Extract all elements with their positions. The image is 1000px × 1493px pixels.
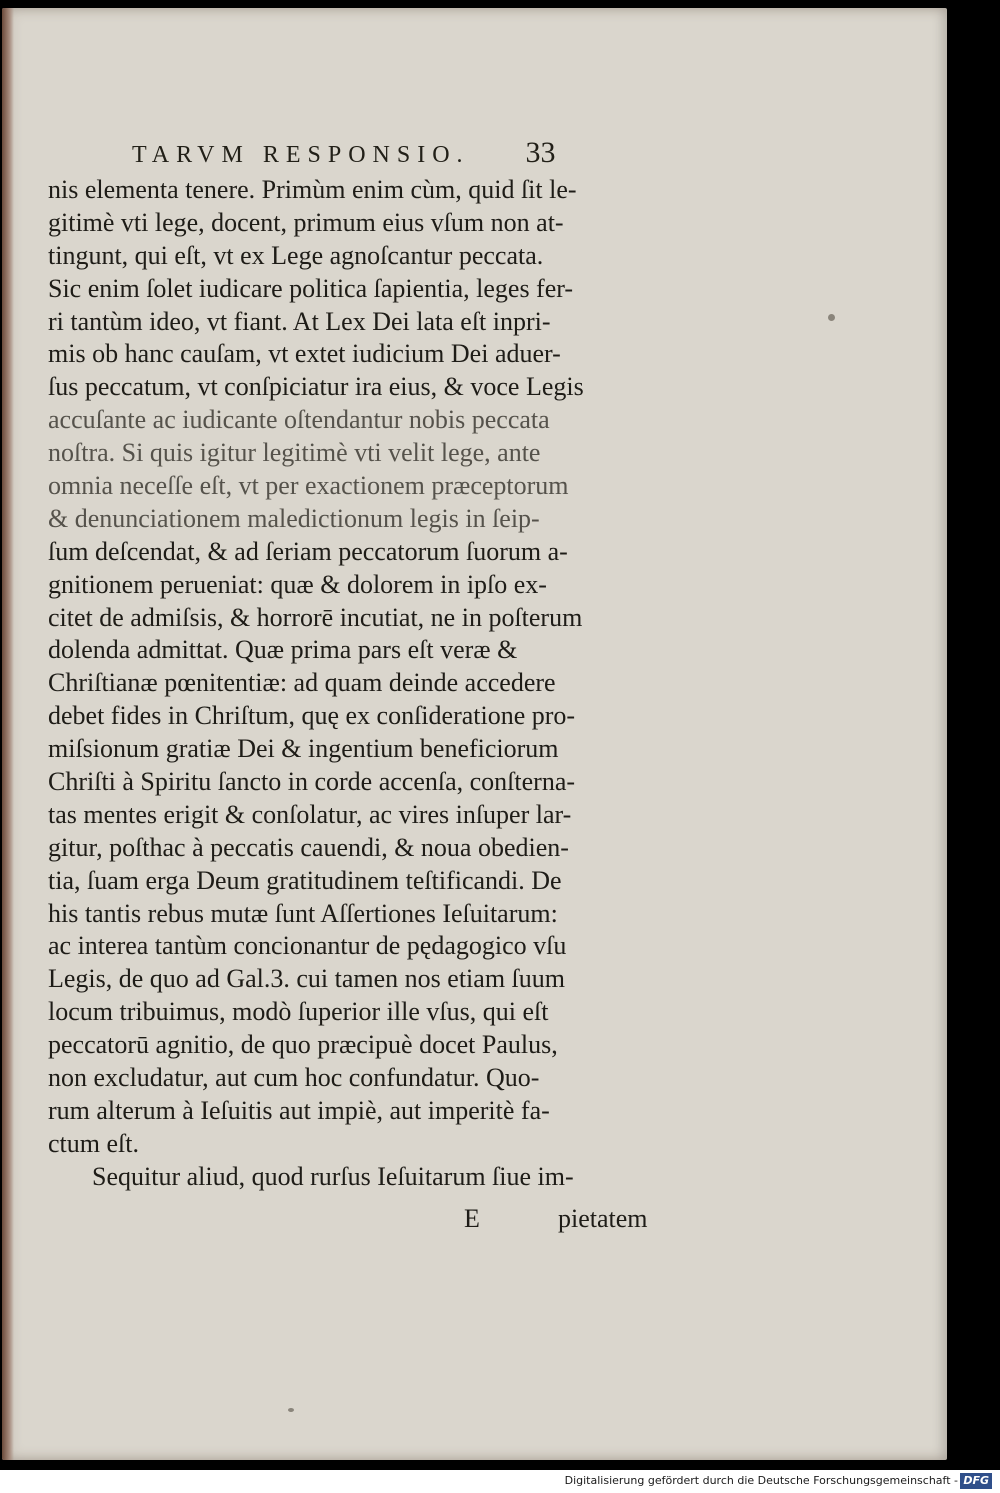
text-line: mis ob hanc cauſam, vt extet iudicium Dei aduer- [48,339,561,369]
text-line: ſus peccatum, vt conſpiciatur ira eius, & voce Legis [48,372,584,402]
dfg-logo: DFG [960,1473,992,1489]
text-line: accuſante ac iudicante oſtendantur nobis peccata [48,405,550,435]
text-line: ctum eſt. [48,1128,139,1158]
text-line: citet de admiſsis, & horrorē incutiat, ne in poſterum [48,602,583,632]
text-line: debet fides in Chriſtum, quę ex conſideratione pro- [48,701,576,731]
text-line: ri tantùm ideo, vt fiant. At Lex Dei lata eſt inpri- [48,306,551,336]
paper-speck [828,314,835,321]
text-line: tas mentes erigit & conſolatur, ac vires inſuper lar- [48,799,572,829]
text-line: Sic enim ſolet iudicare politica ſapientia, leges fer- [48,273,574,303]
text-line: miſsionum gratiæ Dei & ingentium beneficiorum [48,734,559,764]
binding-edge [2,8,14,1460]
book-page [2,8,947,1460]
text-line: peccatorū agnitio, de quo præcipuè docet Paulus, [48,1030,558,1060]
text-line: gitur, poſthac à peccatis cauendi, & noua obedien- [48,832,569,862]
text-line: dolenda admittat. Quæ prima pars eſt veræ & [48,635,518,665]
text-line: Chriſti à Spiritu ſancto in corde accenſa, conſterna- [48,767,576,797]
signature-mark: E [464,1204,480,1233]
text-line: gnitionem perueniat: quæ & dolorem in ipſo ex- [48,569,547,599]
paper-speck [288,1408,294,1412]
text-line: Legis, de quo ad Gal.3. cui tamen nos etiam ſuum [48,964,565,994]
text-line: noſtra. Si quis igitur legitimè vti velit lege, ante [48,438,541,468]
text-line: omnia neceſſe eſt, vt per exactionem præceptorum [48,471,569,501]
text-line: ac interea tantùm concionantur de pędagogico vſu [48,931,567,961]
footer-bar [0,1470,1000,1493]
text-line: & denunciationem maledictionum legis in ſeip- [48,503,540,533]
page-number: 33 [525,136,556,169]
text-line: tia, ſuam erga Deum gratitudinem teſtificandi. De [48,865,562,895]
text-line: nis elementa tenere. Primùm enim cùm, quid ſit le- [48,175,577,204]
text-line: Sequitur aliud, quod rurſus Ieſuitarum ſiue im- [92,1161,574,1191]
text-line: Chriſtianæ pœnitentiæ: ad quam deinde accedere [48,668,556,698]
text-line: tingunt, qui eſt, vt ex Lege agnoſcantur peccata. [48,240,544,270]
text-line: ſum deſcendat, & ad ſeriam peccatorum ſuorum a- [48,536,568,566]
text-line: non excludatur, aut cum hoc confundatur. Quo- [48,1063,540,1093]
text-line: his tantis rebus mutæ ſunt Aſſertiones Ieſuitarum: [48,898,558,928]
footer-credit: Digitalisierung gefördert durch die Deutsche Forschungsgemeinschaft - [564,1474,958,1487]
text-line: rum alterum à Ieſuitis aut impiè, aut imperitè fa- [48,1095,550,1125]
running-head [132,136,556,172]
catchword: pietatem [558,1204,648,1233]
text-line: gitimè vti lege, docent, primum eius vſum non at- [48,207,564,237]
text-line: locum tribuimus, modò ſuperior ille vſus, qui eſt [48,997,549,1027]
text-block [48,174,684,1194]
running-head-title: TARVM RESPONSIO. [132,142,470,168]
